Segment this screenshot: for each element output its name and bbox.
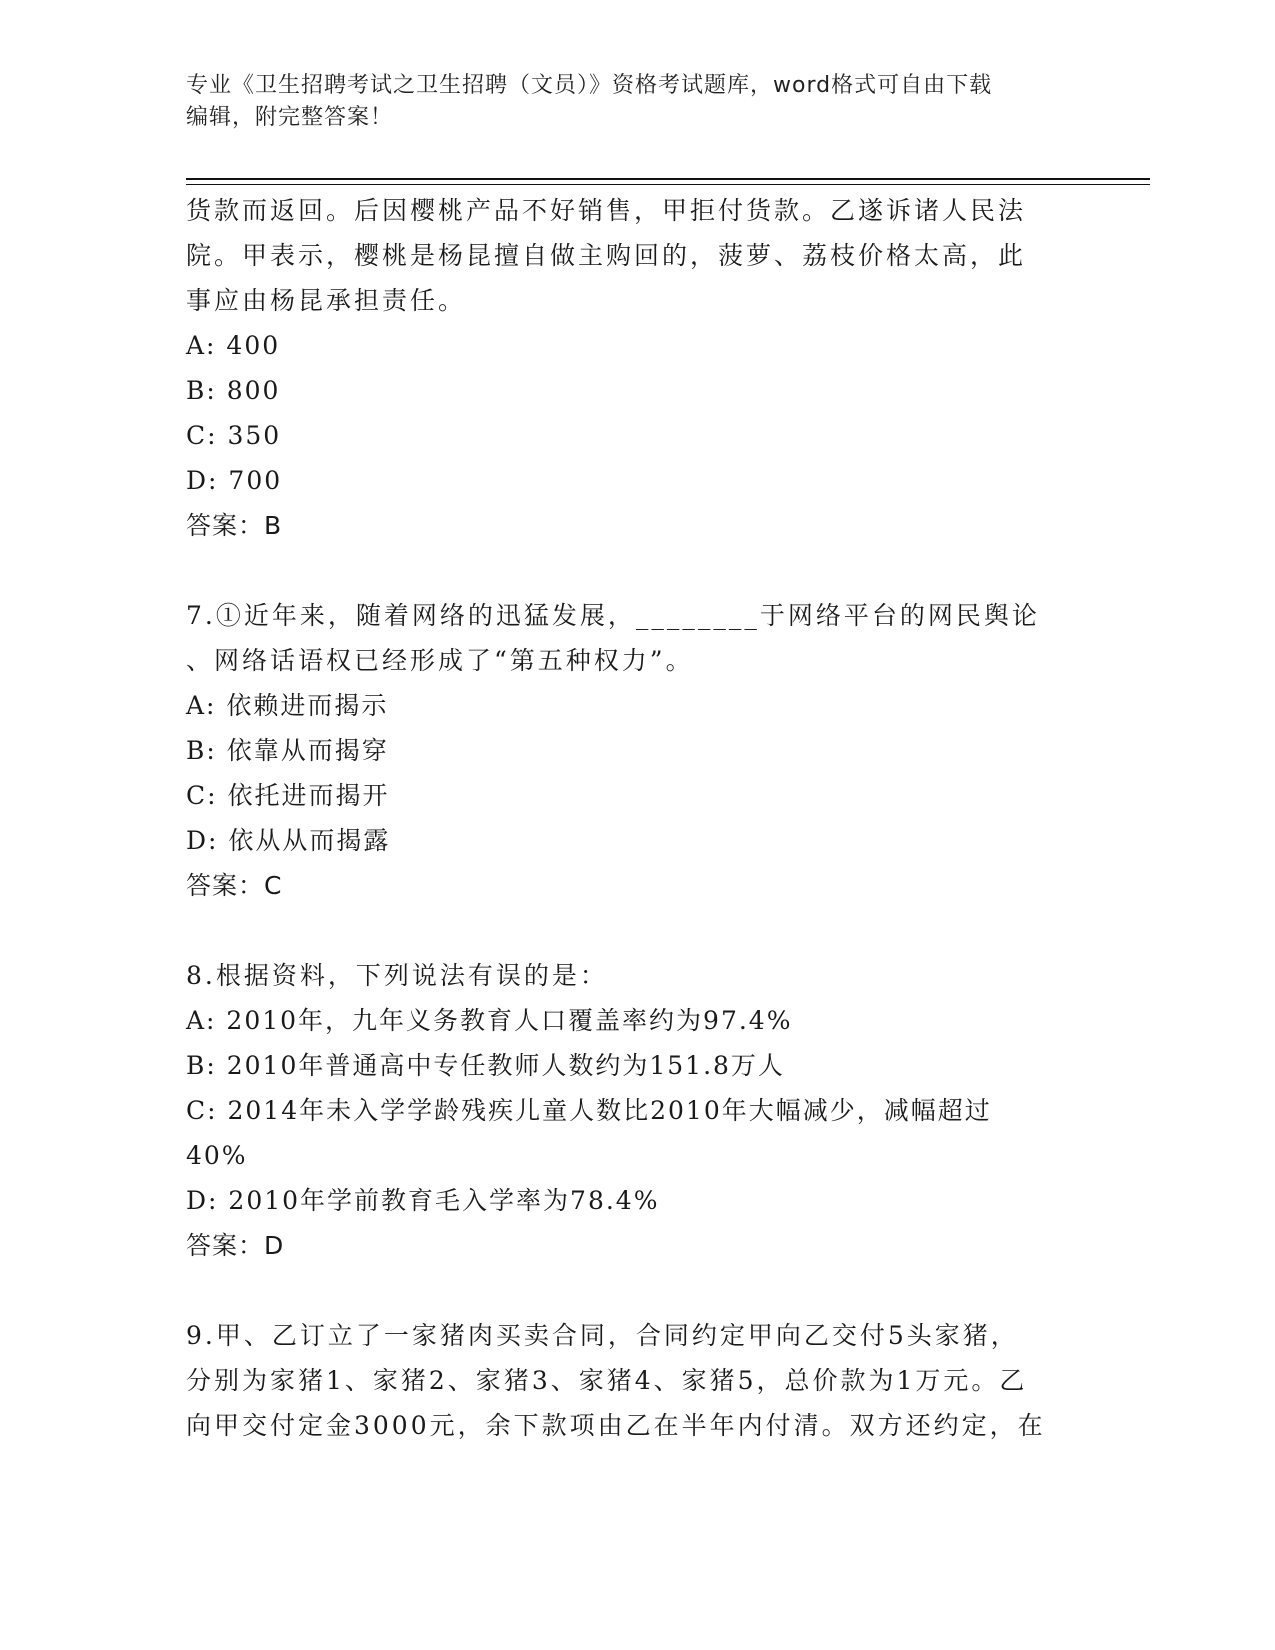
option-b: B: 依靠从而揭穿 [186, 736, 389, 765]
spacer [186, 1268, 1086, 1313]
question-text-line: 事应由杨昆承担责任。 [186, 286, 467, 315]
option-b: B: 800 [186, 376, 281, 405]
spacer [186, 908, 1086, 953]
header-rule-thick [186, 178, 1150, 180]
question-content [186, 188, 1086, 1448]
spacer [186, 548, 1086, 593]
question-text-line: 9.甲、乙订立了一家猪肉买卖合同，合同约定甲向乙交付5头家猪， [186, 1321, 1019, 1350]
option-b: B: 2010年普通高中专任教师人数约为151.8万人 [186, 1051, 785, 1080]
question-text-line: 向甲交付定金3000元，余下款项由乙在半年内付清。双方还约定，在 [186, 1411, 1046, 1440]
answer-line: 答案：D [186, 1231, 285, 1260]
option-d: D: 700 [186, 466, 283, 495]
previous-question [186, 188, 1086, 548]
answer-line: 答案：C [186, 871, 283, 900]
option-c: C: 依托进而揭开 [186, 781, 390, 810]
answer-line: 答案：B [186, 511, 283, 540]
question-7 [186, 593, 1086, 908]
header-rule-thin [186, 184, 1150, 185]
question-text-line: 8.根据资料，下列说法有误的是： [186, 961, 608, 990]
question-text-line: 、网络话语权已经形成了“第五种权力”。 [186, 646, 694, 675]
option-a: A: 依赖进而揭示 [186, 691, 389, 720]
option-c: C: 2014年未入学学龄残疾儿童人数比2010年大幅减少，减幅超过 [186, 1096, 992, 1125]
question-text-line: 货款而返回。后因樱桃产品不好销售，甲拒付货款。乙遂诉诸人民法 [186, 196, 1027, 225]
question-text-line: 分别为家猪1、家猪2、家猪3、家猪4、家猪5，总价款为1万元。乙 [186, 1366, 1028, 1395]
option-c: C: 350 [186, 421, 282, 450]
question-8 [186, 953, 1086, 1268]
option-a: A: 400 [186, 331, 281, 360]
option-a: A: 2010年，九年义务教育人口覆盖率约为97.4% [186, 1006, 793, 1035]
question-9 [186, 1313, 1086, 1448]
option-d: D: 依从从而揭露 [186, 826, 391, 855]
header-line-2: 编辑，附完整答案！ [186, 105, 394, 130]
header-line-1: 专业《卫生招聘考试之卫生招聘（文员）》资格考试题库，word格式可自由下载 [186, 73, 993, 98]
question-text-line: 院。甲表示，樱桃是杨昆擅自做主购回的，菠萝、荔枝价格太高，此 [186, 241, 1027, 270]
option-c-continued: 40% [186, 1141, 248, 1170]
question-text-line: 7.①近年来，随着网络的迅猛发展，________于网络平台的网民舆论 [186, 601, 1040, 630]
page-header [186, 70, 1086, 134]
option-d: D: 2010年学前教育毛入学率为78.4% [186, 1186, 660, 1215]
